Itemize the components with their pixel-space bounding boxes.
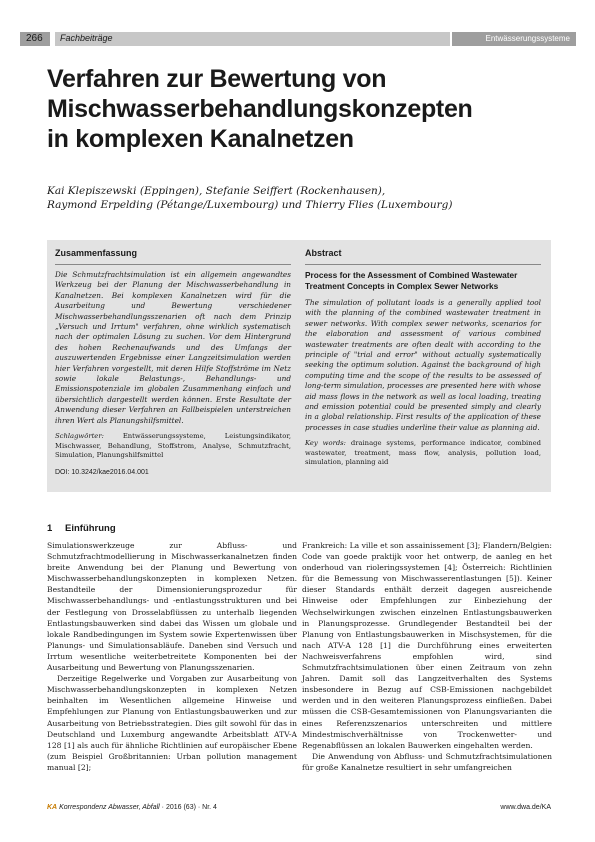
author-list	[47, 184, 567, 212]
journal-info	[47, 804, 217, 811]
key-words-label: Key words:	[305, 439, 346, 448]
schlagwoerter-label: Schlagwörter:	[55, 432, 104, 441]
title-line-3: in komplexen Kanalnetzen	[47, 125, 354, 153]
section-label: Fachbeiträge	[60, 33, 113, 43]
section-number: 1	[47, 523, 53, 534]
article-title	[47, 64, 567, 154]
key-words	[305, 439, 541, 468]
abstract-title: Process for the Assessment of Combined Wastewater Treatment Concepts in Complex Sewer Networks	[305, 270, 518, 291]
paragraph: Die Anwendung von Abfluss- und Schmutzfrachtsimulationen für große Kanalnetze resultiert in sehr umfangreichen	[302, 751, 552, 772]
page-number: 266	[26, 33, 43, 44]
journal-name: Korrespondenz Abwasser, Abfall	[59, 804, 160, 811]
key-words-values: drainage systems, performance indicator, combined wastewater, treatment, mass flow, analysis, pollution load, simulation, planning aid	[305, 439, 541, 467]
running-header	[20, 32, 576, 46]
authors-line-1: Kai Klepiszewski (Eppingen), Stefanie Seiffert (Rockenhausen),	[47, 185, 386, 197]
section-title: Einführung	[65, 523, 116, 534]
paragraph: Derzeitige Regelwerke und Vorgaben zur Ausarbeitung von Mischwasserbehandlungskonzepten in komplexen Netzen beinhalten im Wesentlichen allgemeine Hinweise und Empfehlungen zur Planung von Entlastungsbauwerken und zur Ausarbeitung von Betriebsstrategien. Dies gilt sowohl für das in Deutschland und Luxemburg angewandte Arbeitsblatt ATV-A 128 [1] als auch für ähnliche Richtlinien auf europäischer Ebene (zum Beispiel Großbritannien: Urban pollution management manual [2];	[47, 674, 297, 772]
abstract-heading: Abstract	[305, 248, 342, 258]
journal-url[interactable]: www.dwa.de/KA	[500, 804, 551, 811]
abstract-box	[47, 240, 551, 492]
schlagwoerter	[55, 432, 291, 461]
authors-line-2: Raymond Erpelding (Pétange/Luxembourg) und Thierry Flies (Luxembourg)	[47, 199, 453, 211]
zusammenfassung-column	[55, 248, 291, 476]
paragraph: Frankreich: La ville et son assainissement [3]; Flandern/Belgien: Code van goede praktijk voor het ontwerp, de aanleg en het onderhoud van rioleringssystemen [4]; Österreich: Richtlinien für die Bemessung von Mischwasserentlastungen [5]). Keiner dieser Standards enthält derzeit dagegen ausreichende Hinweise oder Empfehlungen zur Einbeziehung der Wechselwirkungen zwischen einzelnen Entlastungsbauwerken in Planungsprozesse. Grundlegender Bestandteil bei der Planung von Entlastungsbauwerken in Mischsystemen, für die nach ATV-A 128 [1] die Durchführung eines erweiterten Nachweisverfahrens empfohlen wird, sind Schmutzfrachtsimulationen über einen Zeitraum von zehn Jahren. Damit soll das Langzeitverhalten des Systems insbesondere in Bezug auf CSB-Emissionen nachgebildet werden und in den weiteren Planungsprozess einfließen. Dabei müssen die CSB-Gesamtemissionen von Planungsvarianten die eines Referenzszenarios unterschreiten und mittlere Mindestmischverhältnisse von Trockenwetter- und Regenabflüssen an lokalen Bauwerken eingehalten werden.	[302, 541, 552, 750]
schlagwoerter-values: Entwässerungssysteme, Leistungsindikator, Mischwasser, Behandlung, Stoffstrom, Analyse, Schmutzfracht, Simulation, Planungshilfsmittel	[55, 432, 291, 460]
body-column-right	[302, 540, 552, 773]
abstract-text: The simulation of pollutant loads is a generally applied tool with the planning of the combined wastewater treatment in sewer networks. With complex sewer networks, scenarios for the elaboration and assessment of various combined wastewater treatments are often dealt with according to the principle of "trial and error" without actually systematically seeking the optimum solution. Against the background of high computing time and the scope of the results to be assessed of long-term simulation, processes are presented here with whose aid mass flows in the network as well as local loading, treating and emission potential could be presented simply and clearly in a global relationship. First results of the application of these processes in case studies underline their value as planning aid.	[305, 298, 541, 432]
zusammenfassung-text: Die Schmutzfrachtsimulation ist ein allgemein angewandtes Werkzeug bei der Planung der Mischwasserbehandlung in Kanalnetzen. Bei komplexen Kanalnetzen wird für die Ausarbeitung und Bewertung verschiedener Mischwasserbehandlungsszenarien oft nach dem Prinzip „Versuch und Irrtum" verfahren, ohne wirklich systematisch nach der optimalen Lösung zu suchen. Vor dem Hintergrund des hohen Rechenaufwands und des Umfangs der auszuwertenden Ergebnisse einer Langzeitsimulation werden hier Verfahren vorgestellt, mit deren Hilfe Stoffströme im Netz sowie lokale Belastungs-, Behandlungs- und Emissionspotenziale im globalen Zusammenhang einfach und übersichtlich dargestellt werden können. Erste Resultate der Anwendung dieser Verfahren an Fallbeispielen unterstreichen ihren Wert als Planungshilfsmittel.	[55, 270, 291, 425]
heading-divider	[305, 264, 541, 265]
section-heading	[47, 523, 116, 534]
category-bar	[452, 32, 576, 46]
title-line-2: Mischwasserbehandlungskonzepten	[47, 95, 473, 123]
journal-issue: · 2016 (63) · Nr. 4	[159, 804, 217, 811]
title-line-1: Verfahren zur Bewertung von	[47, 65, 387, 93]
category-label: Entwässerungssysteme	[485, 34, 570, 43]
body-column-left	[47, 540, 297, 773]
zusammenfassung-heading: Zusammenfassung	[55, 248, 138, 258]
section-bar	[55, 32, 450, 46]
doi[interactable]: DOI: 10.3242/kae2016.04.001	[55, 468, 149, 476]
heading-divider	[55, 264, 291, 265]
journal-logo: KA	[47, 804, 58, 811]
abstract-column	[305, 248, 541, 468]
paragraph: Simulationswerkzeuge zur Abfluss- und Schmutzfrachtmodellierung in Mischwasserkanalnetzen finden breite Anwendung bei der Planung und Bewertung von Mischwasserbehandlungskonzepten in komplexen Netzen. Bestandteile der Dimensionierungsprozedur für Mischwasserbehandlungs- und -entlastungsstrukturen und bei der Festlegung von Drosselabflüssen zu unterhalb liegenden Entlastungsbauwerken sind dabei das Wissen um globale und lokale Randbedingungen im System sowie Expertenwissen über Planungs- und Simulationsabläufe. Daneben sind Versuch und Irrtum wesentliche weiterbetreitete Komponenten bei der Ausarbeitung und Bewertung von Planungsszenarien.	[47, 541, 297, 673]
